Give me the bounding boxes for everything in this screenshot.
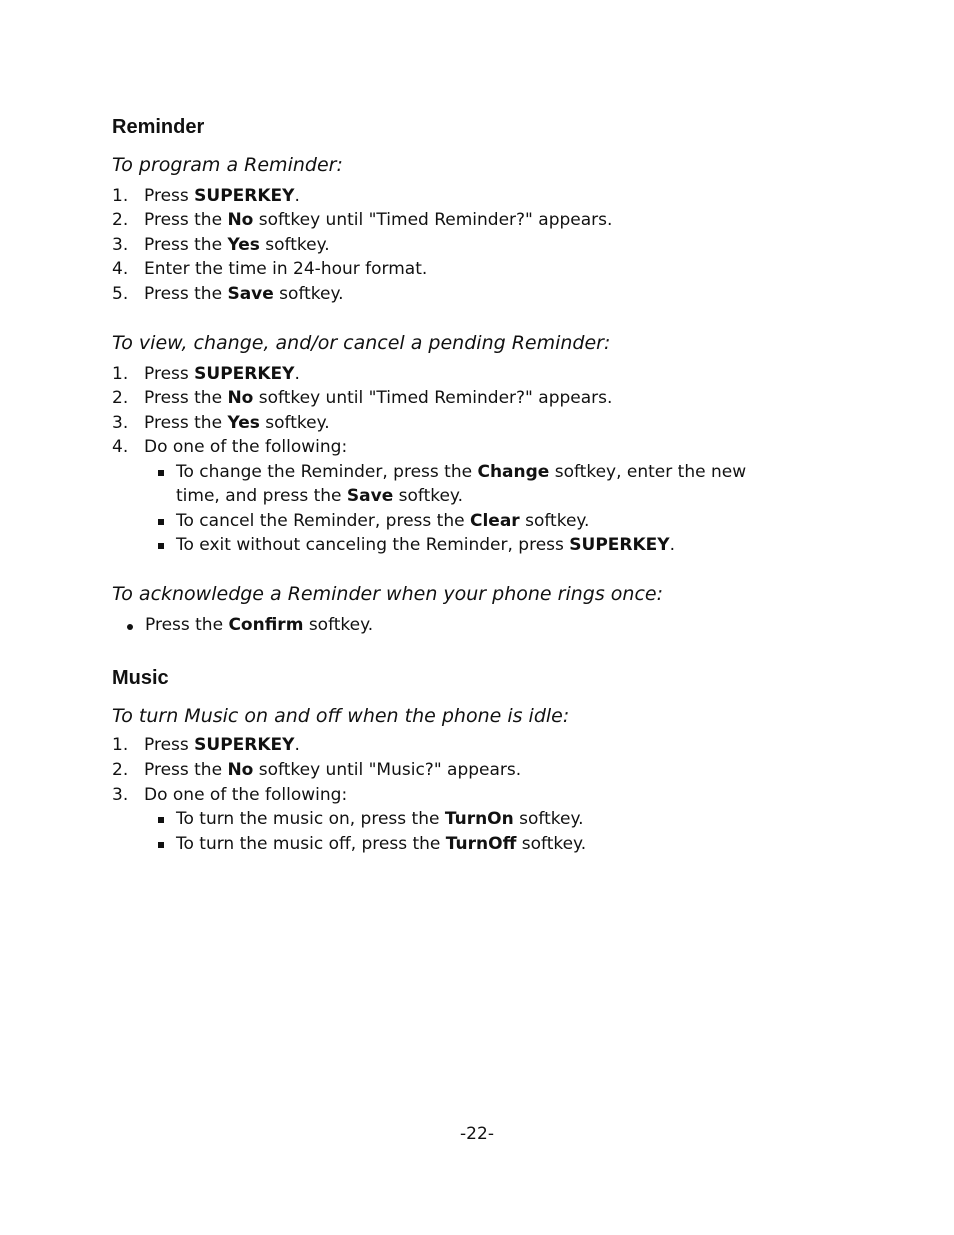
square-bullet-icon: [158, 817, 164, 823]
square-bullet-icon: [158, 842, 164, 848]
step-number: 4.: [112, 437, 129, 457]
bullet-change-reminder-cont: time, and press the Save softkey.: [176, 486, 463, 506]
subheading-acknowledge-reminder: To acknowledge a Reminder when your phone rings once:: [112, 583, 663, 605]
step-text: Do one of the following:: [144, 437, 348, 457]
step-text: Press the No softkey until "Music?" appears.: [144, 760, 522, 780]
step-number: 3.: [112, 235, 129, 255]
step-text: Press the Yes softkey.: [144, 413, 330, 433]
step-text: Press the Yes softkey.: [144, 235, 330, 255]
step-text: Enter the time in 24-hour format.: [144, 259, 428, 279]
step-number: 1.: [112, 364, 129, 384]
bullet-music-on: To turn the music on, press the TurnOn softkey.: [176, 809, 584, 829]
subheading-program-reminder: To program a Reminder:: [112, 154, 343, 176]
step-number: 2.: [112, 388, 129, 408]
square-bullet-icon: [158, 519, 164, 525]
step-number: 3.: [112, 413, 129, 433]
step-text: Do one of the following:: [144, 785, 348, 805]
step-number: 5.: [112, 284, 129, 304]
section-title-reminder: Reminder: [112, 116, 205, 138]
section-title-music: Music: [112, 667, 169, 689]
square-bullet-icon: [158, 470, 164, 476]
step-text: Press the No softkey until "Timed Reminder?" appears.: [144, 210, 613, 230]
subheading-view-reminder: To view, change, and/or cancel a pending Reminder:: [112, 332, 611, 354]
step-number: 4.: [112, 259, 129, 279]
square-bullet-icon: [158, 543, 164, 549]
step-number: 1.: [112, 735, 129, 755]
bullet-cancel-reminder: To cancel the Reminder, press the Clear softkey.: [176, 511, 590, 531]
bullet-music-off: To turn the music off, press the TurnOff softkey.: [176, 834, 587, 854]
step-number: 2.: [112, 210, 129, 230]
page-number: -22-: [460, 1124, 494, 1144]
step-text: Press the Save softkey.: [144, 284, 344, 304]
subheading-music: To turn Music on and off when the phone is idle:: [112, 705, 570, 727]
step-number: 2.: [112, 760, 129, 780]
round-bullet-icon: [127, 624, 133, 630]
step-text: Press SUPERKEY.: [144, 364, 300, 384]
bullet-change-reminder: To change the Reminder, press the Change softkey, enter the new: [176, 462, 747, 482]
bullet-confirm: Press the Confirm softkey.: [145, 615, 374, 635]
step-text: Press SUPERKEY.: [144, 735, 300, 755]
step-number: 3.: [112, 785, 129, 805]
step-text: Press SUPERKEY.: [144, 186, 300, 206]
step-text: Press the No softkey until "Timed Reminder?" appears.: [144, 388, 613, 408]
bullet-exit-reminder: To exit without canceling the Reminder, press SUPERKEY.: [176, 535, 676, 555]
step-number: 1.: [112, 186, 129, 206]
